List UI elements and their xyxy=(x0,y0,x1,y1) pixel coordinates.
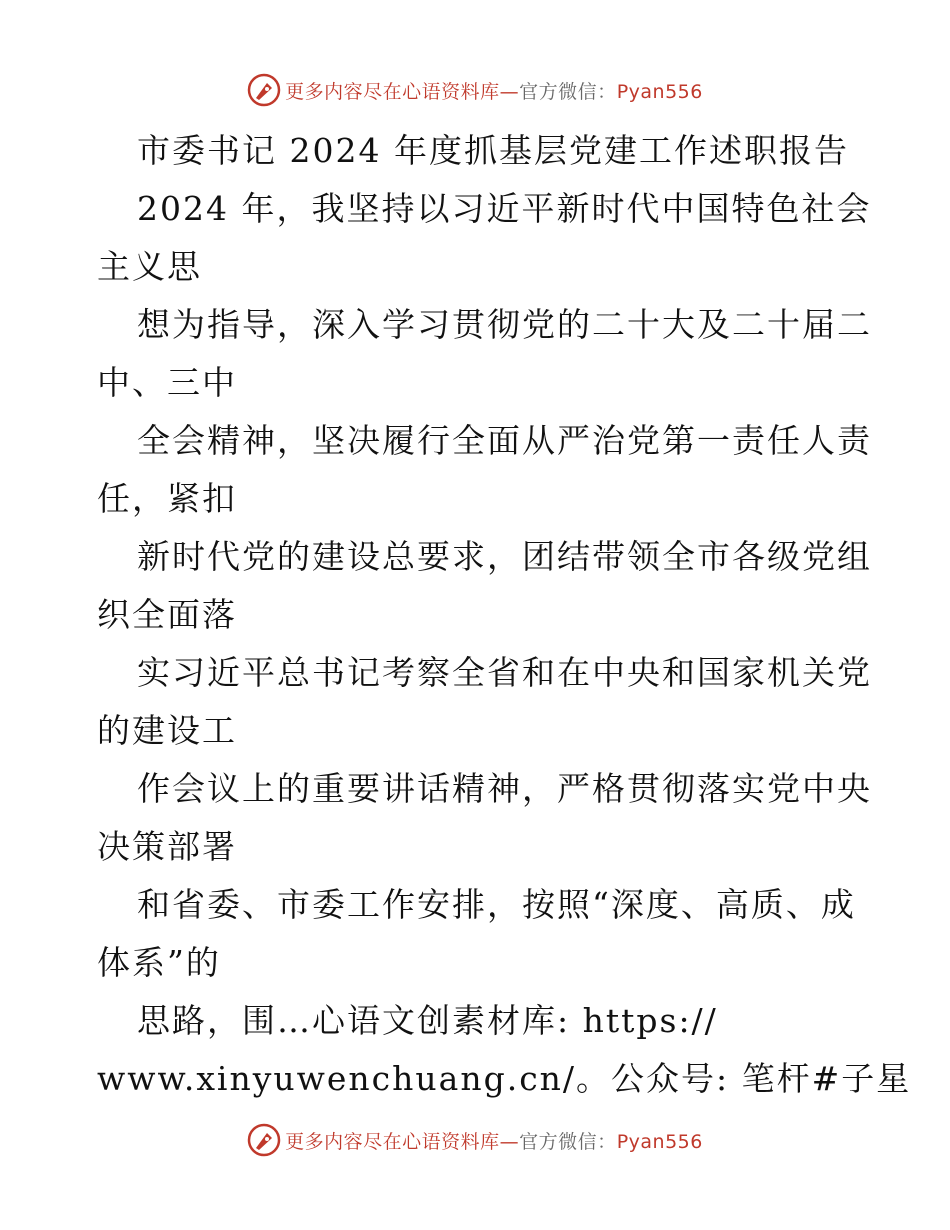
paragraph-line: 和省委、市委工作安排，按照“深度、高质、成 xyxy=(137,885,856,924)
banner-main-text: 更多内容尽在心语资料库 xyxy=(285,80,500,103)
paragraph-line: 中、三中 xyxy=(97,363,237,402)
paragraph-line: 想为指导，深入学习贯彻党的二十大及二十届二 xyxy=(137,305,872,344)
paragraph-line: 全会精神，坚决履行全面从严治党第一责任人责 xyxy=(137,421,872,460)
paragraph-line: 作会议上的重要讲话精神，严格贯彻落实党中央 xyxy=(137,769,872,808)
footer-watermark-banner xyxy=(0,1120,950,1160)
banner-wechat-id: Pyan556 xyxy=(616,80,703,103)
paragraph-line: 任，紧扣 xyxy=(97,479,237,518)
document-body xyxy=(97,122,912,1108)
paragraph-line: 实习近平总书记考察全省和在中央和国家机关党 xyxy=(137,653,872,692)
header-watermark-text xyxy=(285,77,703,104)
banner-wechat-id: Pyan556 xyxy=(616,1130,703,1153)
paragraph-line: 主义思 xyxy=(97,247,202,286)
paragraph-line-url: www.xinyuwenchuang.cn/。公众号: 笔杆#子星 xyxy=(97,1059,912,1098)
paragraph-line: 新时代党的建设总要求，团结带领全市各级党组 xyxy=(137,537,872,576)
paragraph-line: 2024 年，我坚持以习近平新时代中国特色社会 xyxy=(137,189,872,228)
banner-official-label: 官方微信： xyxy=(519,1130,617,1153)
paragraph-line-with-link: 思路，围…心语文创素材库: https:// xyxy=(137,1001,718,1040)
pen-nib-logo-icon xyxy=(247,73,281,107)
banner-official-label: 官方微信： xyxy=(519,80,617,103)
header-watermark-banner xyxy=(0,70,950,110)
banner-dash: — xyxy=(499,80,520,103)
banner-dash: — xyxy=(499,1130,520,1153)
paragraph-line: 织全面落 xyxy=(97,595,237,634)
banner-main-text: 更多内容尽在心语资料库 xyxy=(285,1130,500,1153)
header-watermark-content xyxy=(247,73,703,107)
footer-watermark-text xyxy=(285,1127,703,1154)
footer-watermark-content xyxy=(247,1123,703,1157)
pen-nib-logo-icon xyxy=(247,1123,281,1157)
paragraph-line: 决策部署 xyxy=(97,827,237,866)
paragraph-line: 体系”的 xyxy=(97,943,221,982)
paragraph-line: 的建设工 xyxy=(97,711,237,750)
document-title: 市委书记 2024 年度抓基层党建工作述职报告 xyxy=(137,131,849,170)
